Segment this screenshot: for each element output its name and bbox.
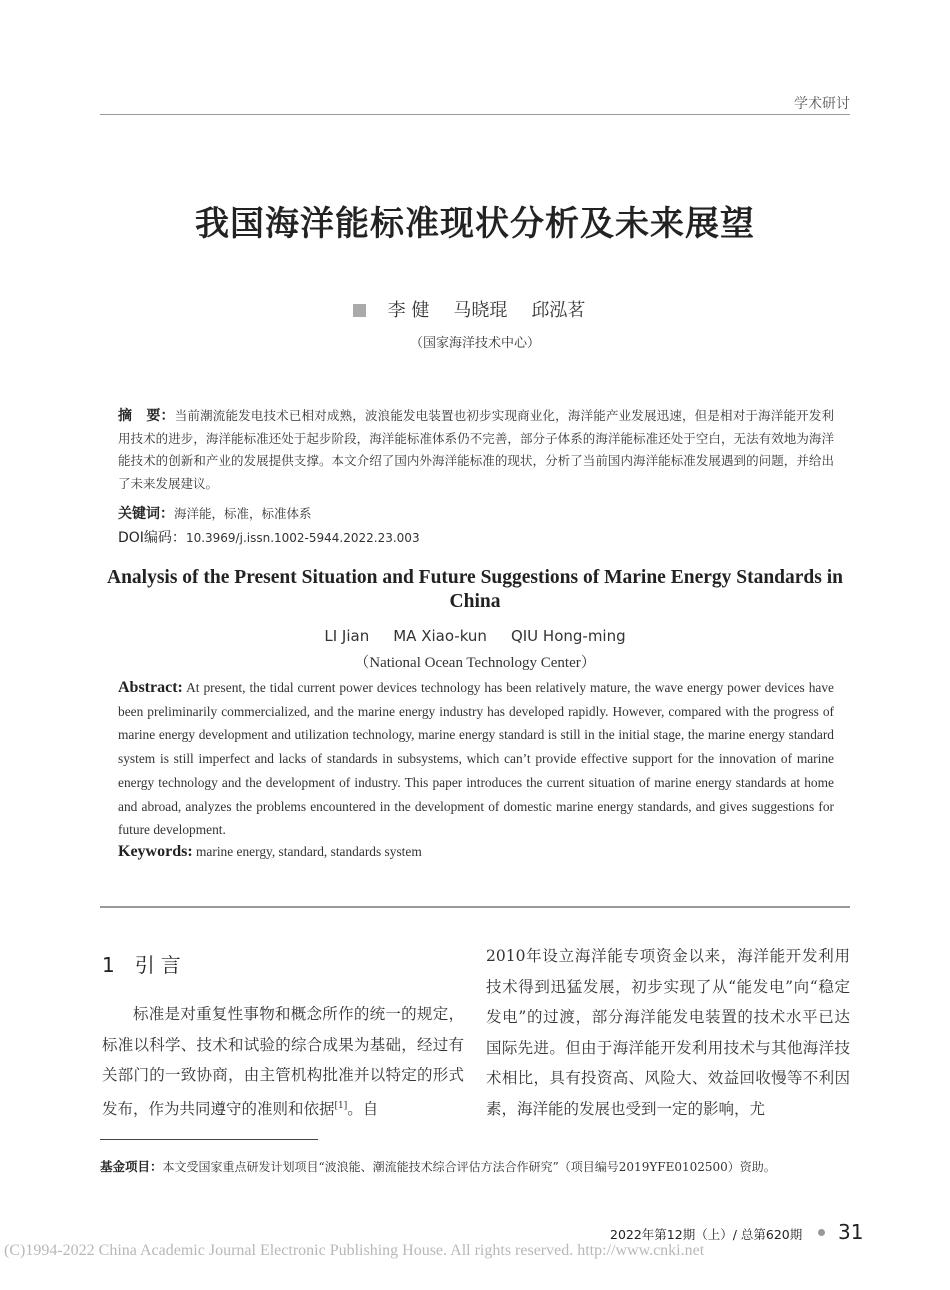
abstract-en	[118, 676, 834, 842]
section-heading	[102, 949, 187, 978]
section-divider	[100, 906, 850, 908]
citation-ref: [1]	[334, 1100, 348, 1111]
section-title: 引言	[134, 953, 187, 977]
author-name-en: MA Xiao-kun	[393, 627, 487, 645]
keywords-cn-label: 关键词：	[118, 506, 174, 522]
funding-footnote	[100, 1157, 870, 1175]
article-title-en: Analysis of the Present Situation and Future Suggestions of Marine Energy Standards in China	[106, 567, 844, 612]
section-number: 1	[102, 953, 115, 977]
author-name: 李 健	[387, 300, 430, 321]
author-name-en: LI Jian	[324, 627, 370, 645]
keywords-en	[118, 843, 422, 861]
header-rule	[100, 114, 850, 115]
article-title-cn: 我国海洋能标准现状分析及未来展望	[195, 204, 755, 244]
authors-cn	[0, 296, 950, 322]
bullet-dot-icon	[818, 1229, 825, 1236]
doi-label: DOI编码：	[118, 530, 186, 546]
copyright-watermark: (C)1994-2022 China Academic Journal Electronic Publishing House. All rights reserved. http://www.cnki.net	[4, 1242, 705, 1259]
keywords-cn	[118, 503, 312, 523]
abstract-cn-text: 当前潮流能发电技术已相对成熟，波浪能发电装置也初步实现商业化，海洋能产业发展迅速，但是相对于海洋能开发利用技术的进步，海洋能标准还处于起步阶段，海洋能标准体系仍不完善，部分子体系的海洋能标准还处于空白，无法有效地为海洋能技术的创新和产业的发展提供支撑。本文介绍了国内外海洋能标准的现状，分析了当前国内海洋能标准发展遇到的问题，并给出了未来发展建议。	[118, 408, 834, 491]
abstract-cn-label: 摘 要：	[118, 408, 175, 424]
section-label: 学术研讨	[794, 96, 850, 112]
page-number: 31	[838, 1220, 864, 1244]
body-column-right	[486, 941, 850, 1124]
footnote-label: 基金项目：	[100, 1159, 163, 1174]
body-text-tail: 。自	[347, 1099, 379, 1118]
footnote-rule	[100, 1139, 318, 1140]
affiliation-cn: （国家海洋技术中心）	[409, 336, 540, 351]
author-name: 邱泓茗	[531, 300, 586, 321]
keywords-en-label: Keywords:	[118, 843, 193, 860]
affiliation-en: （National Ocean Technology Center）	[354, 655, 596, 671]
author-name-en: QIU Hong-ming	[510, 627, 626, 645]
abstract-cn	[118, 405, 834, 495]
abstract-en-label: Abstract:	[118, 679, 183, 696]
body-paragraph	[102, 999, 464, 1124]
body-text: 标准是对重复性事物和概念所作的统一的规定，标准以科学、技术和试验的综合成果为基础，经过有关部门的一致协商，由主管机构批准并以特定的形式发布，作为共同遵守的准则和依据	[102, 1005, 464, 1118]
keywords-en-text: marine energy, standard, standards system	[196, 844, 422, 859]
doi-line	[118, 527, 420, 547]
keywords-cn-text: 海洋能，标准，标准体系	[174, 506, 312, 521]
doi-value: 10.3969/j.issn.1002-5944.2022.23.003	[185, 531, 420, 545]
authors-en	[0, 627, 950, 645]
body-column-left	[102, 999, 464, 1124]
journal-issue: 2022年第12期（上）/ 总第620期	[610, 1227, 803, 1242]
author-name: 马晓琨	[453, 300, 508, 321]
footnote-text: 本文受国家重点研发计划项目“波浪能、潮流能技术综合评估方法合作研究”（项目编号2019YFE0102500）资助。	[162, 1160, 776, 1174]
body-paragraph: 2010年设立海洋能专项资金以来，海洋能开发利用技术得到迅猛发展，初步实现了从“能发电”向“稳定发电”的过渡，部分海洋能发电装置的技术水平已达国际先进。但由于海洋能开发利用技术与其他海洋技术相比，具有投资高、风险大、效益回收慢等不利因素，海洋能的发展也受到一定的影响，尤	[486, 947, 850, 1118]
author-marker-icon	[353, 304, 366, 317]
abstract-en-text: At present, the tidal current power devices technology has been relatively mature, the wave energy power devices have been preliminarily commercialized, and the marine energy industry has developed rapidly. However, compared with the progress of marine energy development and utilization technology, marine energy standard is still in the initial stage, the marine energy standard system is still imperfect and lacks of standards in subsystems, which can’t provide effective support for the innovation of marine energy technology and the development of industry. This paper introduces the current situation of marine energy standards at home and abroad, analyzes the problems encountered in the development of domestic marine energy standards, and gives suggestions for future development.	[118, 680, 835, 838]
